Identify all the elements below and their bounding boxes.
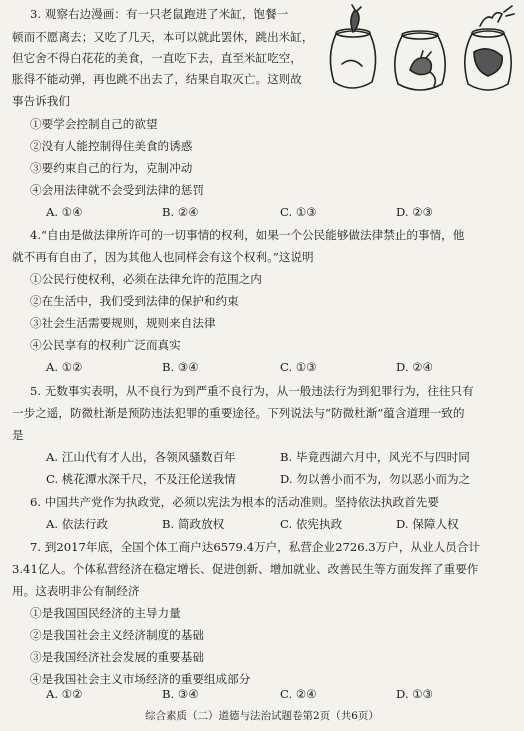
q5-stem-line-3: 是: [12, 428, 24, 442]
q3-stem-line-5: 事告诉我们: [12, 94, 70, 108]
q3-item-1: ①要学会控制自己的欲望: [30, 117, 158, 131]
q7-option-d: D. ①③: [396, 687, 434, 701]
q4-option-c: C. ①③: [280, 360, 317, 374]
q4-item-2: ②在生活中，我们受到法律的保护和约束: [30, 294, 239, 308]
q5-stem-line-1: 5. 无数事实表明，从不良行为到严重不良行为，从一般违法行为到犯罪行为，往往只有: [30, 384, 474, 398]
q4-item-1: ①公民行使权利，必须在法律允许的范围之内: [30, 272, 262, 286]
q4-option-d: D. ②④: [396, 360, 434, 374]
q3-option-c: C. ①③: [280, 205, 317, 219]
q3-option-b: B. ②④: [162, 205, 199, 219]
q7-item-2: ②是我国社会主义经济制度的基础: [30, 628, 204, 642]
mouse-in-rice-jar-cartoon: [322, 4, 518, 96]
q7-option-b: B. ③④: [162, 687, 199, 701]
q4-option-b: B. ③④: [162, 360, 199, 374]
q3-stem-line-2: 顿而不愿离去；又吃了几天，本可以就此罢休，跳出米缸，: [12, 30, 314, 44]
q7-item-1: ①是我国国民经济的主导力量: [30, 606, 181, 620]
q4-item-4: ④公民享有的权利广泛而真实: [30, 338, 181, 352]
q3-stem-line-1: 3. 观察右边漫画：有一只老鼠跑进了米缸，饱餐一: [30, 7, 289, 21]
q7-option-a: A. ①②: [46, 687, 83, 701]
q3-item-3: ③要约束自己的行为，克制冲动: [30, 161, 193, 175]
q7-item-4: ④是我国社会主义市场经济的重要组成部分: [30, 672, 251, 686]
q6-stem: 6. 中国共产党作为执政党，必须以宪法为根本的活动准则。坚持依法执政首先要: [30, 495, 439, 509]
q5-option-b: B. 毕竟西湖六月中，风光不与四时同: [280, 450, 470, 464]
q3-option-a: A. ①④: [46, 205, 83, 219]
q7-stem-line-2: 3.41亿人。个体私营经济在稳定增长、促进创新、增加就业、改善民生等方面发挥了重要作: [12, 562, 479, 576]
page-footer: 综合素质（二）道德与法治试题卷第2页（共6页）: [145, 710, 379, 722]
q4-stem-line-1: 4.“自由是做法律所许可的一切事情的权利，如果一个公民能够做法律禁止的事情，他: [30, 228, 465, 242]
q5-option-a: A. 江山代有才人出，各领风骚数百年: [46, 450, 236, 464]
q5-option-c: C. 桃花潭水深千尺，不及汪伦送我情: [46, 472, 236, 486]
q5-stem-line-2: 一步之遥，防微杜渐是预防违法犯罪的重要途径。下列说法与“防微杜渐”蕴含道理一致的: [12, 406, 465, 420]
q3-item-4: ④会用法律就不会受到法律的惩罚: [30, 183, 204, 197]
q4-option-a: A. ①②: [46, 360, 83, 374]
q3-stem-line-3: 但它舍不得白花花的美食，一直吃下去，直至米缸吃空，: [12, 51, 302, 65]
q6-option-b: B. 简政放权: [162, 517, 225, 531]
q4-item-3: ③社会生活需要规则，规则来自法律: [30, 316, 216, 330]
q6-option-d: D. 保障人权: [396, 517, 459, 531]
q3-option-d: D. ②③: [396, 205, 434, 219]
q7-stem-line-1: 7. 到2017年底，全国个体工商户达6579.4万户，私营企业2726.3万户，从业人员合计: [30, 540, 481, 554]
q7-item-3: ③是我国经济社会发展的重要基础: [30, 650, 204, 664]
q5-option-d: D. 勿以善小而不为，勿以恶小而为之: [280, 472, 471, 486]
q7-option-c: C. ②④: [280, 687, 317, 701]
q3-stem-line-4: 胀得不能动弹，再也跳不出去了，结果自取灭亡。这则故: [12, 72, 302, 86]
q7-stem-line-3: 用。这表明非公有制经济: [12, 584, 140, 598]
q4-stem-line-2: 就不再有自由了，因为其他人也同样会有这个权利。”这说明: [12, 250, 314, 264]
q3-item-2: ②没有人能控制得住美食的诱惑: [30, 139, 193, 153]
q6-option-c: C. 依宪执政: [280, 517, 343, 531]
q6-option-a: A. 依法行政: [46, 517, 109, 531]
